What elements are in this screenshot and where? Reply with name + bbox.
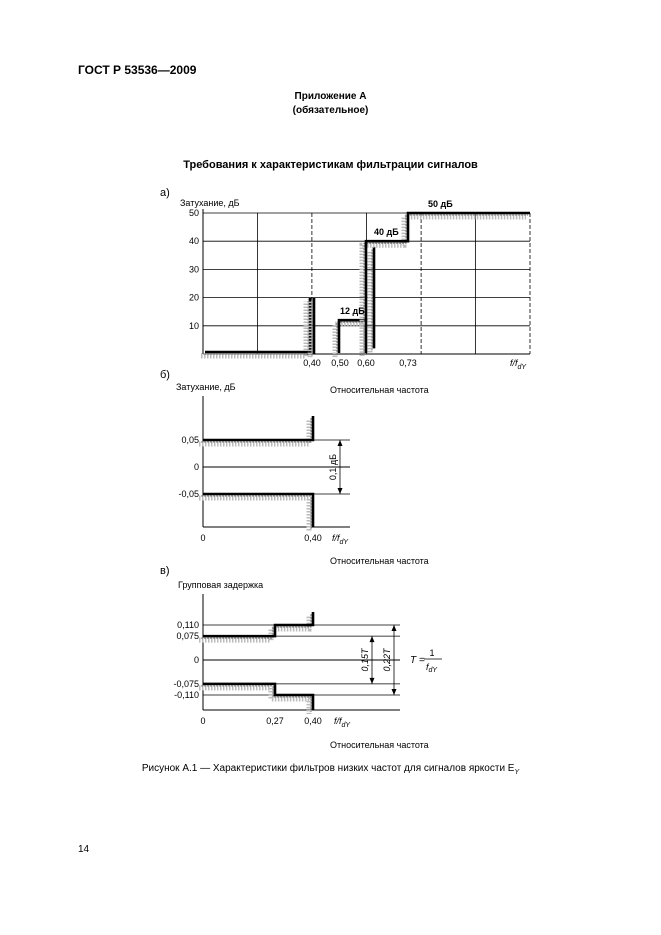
panel-a-mask-passband-inner bbox=[203, 300, 308, 354]
panel-b-span-arrowhead-bottom bbox=[338, 488, 343, 494]
panel-b-y-tick--0,05: -0,05 bbox=[178, 489, 199, 499]
panel-c-x-axis-label: $f/f_{dY}$ bbox=[334, 716, 351, 729]
annex-title: Приложение А bbox=[294, 91, 367, 102]
panel-a-annotation-40db: 40 дБ bbox=[374, 227, 399, 238]
panel-b-x-caption: Относительная частота bbox=[330, 556, 429, 566]
panel-c-y-tick-0: 0 bbox=[193, 655, 199, 665]
panel-c-formula-lhs: T = bbox=[410, 655, 425, 666]
panel-a-mask-passband-shade bbox=[201, 302, 306, 356]
panel-c-formula-numerator: 1 bbox=[429, 648, 435, 658]
panel-c-span-label-022t: 0,22T bbox=[382, 648, 392, 672]
panel-b-x-tick-0: 0 bbox=[200, 533, 206, 543]
panel-a-y-tick-20: 20 bbox=[188, 292, 199, 303]
panel-c-y-tick--0,110: -0,110 bbox=[174, 690, 199, 700]
panel-a-x-tick-0,50: 0,50 bbox=[331, 358, 349, 368]
panel-c-ylabel: Групповая задержка bbox=[178, 580, 264, 590]
panel-b-x-tick-040: 0,40 bbox=[304, 533, 322, 543]
panel-c-span-022t-head-top bbox=[392, 625, 397, 631]
figure-heading: Требования к характеристикам фильтрации сигналов bbox=[183, 159, 478, 171]
panel-a-y-tick-40: 40 bbox=[188, 236, 199, 247]
panel-c-span-015t-head-bottom bbox=[370, 678, 375, 684]
panel-c-upper-mask bbox=[203, 612, 313, 636]
panel-c-x-tick-0: 0 bbox=[200, 716, 206, 726]
panel-b-upper-mask-inner bbox=[201, 418, 311, 442]
panel-c-span-022t-head-bottom bbox=[392, 689, 397, 695]
panel-a-annotation-50db: 50 дБ bbox=[428, 199, 453, 209]
panel-a-y-tick-10: 10 bbox=[188, 320, 199, 331]
panel-b-lower-mask-shade bbox=[199, 498, 309, 531]
page-number: 14 bbox=[78, 844, 90, 855]
panel-a-y-tick-50: 50 bbox=[188, 208, 199, 218]
panel-b-ylabel: Затухание, дБ bbox=[176, 382, 236, 392]
panel-b-y-tick-0: 0 bbox=[193, 462, 199, 472]
panel-c-x-caption: Относительная частота bbox=[330, 740, 429, 750]
panel-b-letter: б) bbox=[160, 369, 170, 381]
panel-b-upper-mask bbox=[203, 416, 313, 440]
panel-c-formula-denominator: $f_{dY}$ bbox=[426, 662, 438, 674]
panel-c-x-tick-027: 0,27 bbox=[266, 716, 284, 726]
panel-c-letter: в) bbox=[160, 565, 170, 577]
panel-a-y-tick-30: 30 bbox=[188, 264, 199, 275]
panel-c-x-tick-040: 0,40 bbox=[304, 716, 322, 726]
panel-b-span-arrowhead-top bbox=[338, 440, 343, 446]
panel-c-span-015t-head-top bbox=[370, 636, 375, 642]
panel-a-ylabel: Затухание, дБ bbox=[180, 198, 240, 208]
panel-b-x-axis-label: $f/f_{dY}$ bbox=[332, 533, 349, 546]
panel-a-annotation-12db: 12 дБ bbox=[340, 306, 365, 317]
figure-caption-sub: Y bbox=[514, 769, 520, 776]
panel-c-y-tick-0,110: 0,110 bbox=[177, 620, 199, 630]
panel-c-y-tick--0,075: -0,075 bbox=[173, 678, 199, 689]
panel-a-letter: а) bbox=[160, 187, 170, 199]
panel-a-mask-12db-inner bbox=[337, 322, 364, 355]
panel-b-span-label: 0,1 дБ bbox=[328, 453, 338, 481]
panel-b-lower-mask-inner bbox=[201, 496, 311, 529]
panel-a-x-tick-0,40: 0,40 bbox=[303, 358, 321, 368]
panel-a-x-caption: Относительная частота bbox=[330, 385, 429, 395]
panel-b-y-tick-0,05: 0,05 bbox=[181, 435, 199, 445]
figure-caption-text: Рисунок А.1 — Характеристики фильтров низких частот для сигналов яркости E bbox=[141, 763, 515, 774]
panel-c-span-label-015t: 0,15T bbox=[360, 648, 370, 672]
document-header: ГОСТ Р 53536—2009 bbox=[78, 63, 197, 77]
panel-a-x-axis-label: $f/f_{dY}$ bbox=[510, 358, 527, 371]
annex-subtitle: (обязательное) bbox=[292, 105, 369, 116]
panel-a-x-tick-0,60: 0,60 bbox=[357, 358, 375, 368]
panel-c-y-tick-0,075: 0,075 bbox=[176, 631, 199, 642]
panel-a-x-tick-0,73: 0,73 bbox=[399, 358, 417, 368]
